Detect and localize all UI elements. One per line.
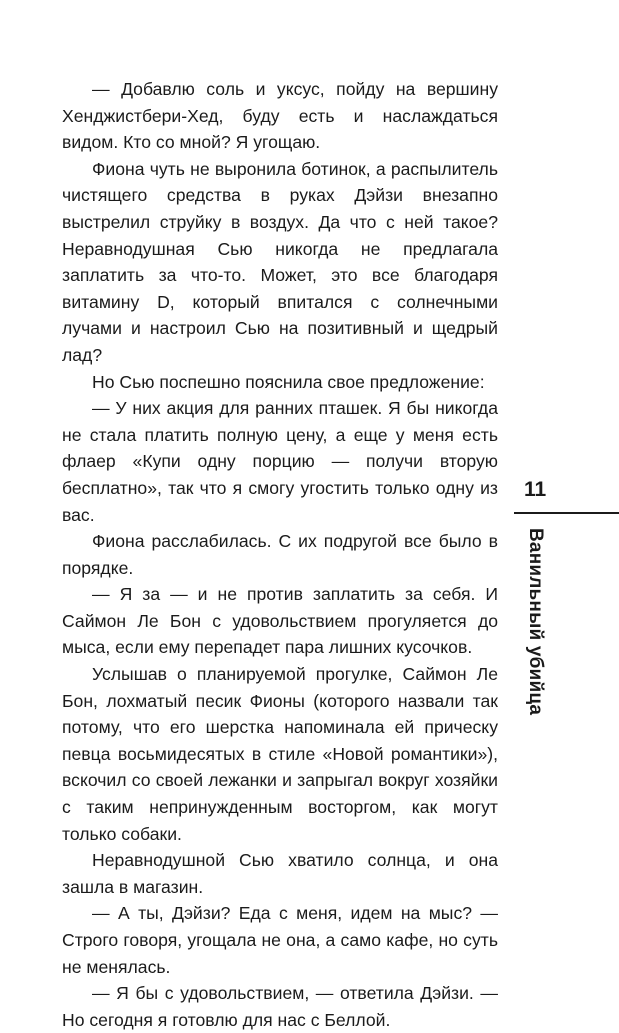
paragraph: Услышав о планируемой прогулке, Саймон Ле Бон, лохматый песик Фионы (которого назвали так потому, что его шерстка напоминала ей прическу певца восьмидесятых в стиле «Новой романтики»), вскочил со своей лежанки и запрыгал вокруг хозяйки с таким непринужденным восторгом, как могут только собаки.	[62, 664, 498, 844]
paragraph: Неравнодушной Сью хватило солнца, и она зашла в магазин.	[62, 850, 498, 897]
paragraph: — А ты, Дэйзи? Еда с меня, идем на мыс? — Строго говоря, угощала не она, а само кафе, но суть не менялась.	[62, 903, 498, 977]
paragraph: — У них акция для ранних пташек. Я бы никогда не стала платить полную цену, а еще у меня есть флаер «Купи одну порцию — получи вторую бесплатно», так что я смогу угостить только одну из вас.	[62, 398, 498, 525]
running-title: Ванильный убийца	[525, 528, 546, 716]
paragraph: — Я бы с удовольствием, — ответила Дэйзи. — Но сегодня я готовлю для нас с Беллой.	[62, 983, 498, 1030]
paragraph: Но Сью поспешно пояснила свое предложение:	[92, 371, 485, 392]
page-number: 11	[524, 478, 547, 501]
paragraph: — Добавлю соль и уксус, пойду на вершину Хенджистбери-Хед, буду есть и наслаждаться видом. Кто со мной? Я угощаю.	[62, 79, 498, 153]
margin-rule	[514, 512, 619, 514]
paragraph: Фиона расслабилась. С их подругой все было в порядке.	[62, 531, 498, 578]
paragraph: Фиона чуть не выронила ботинок, а распылитель чистящего средства в руках Дэйзи внезапно выстрелил струйку в воздух. Да что с ней такое? Неравнодушная Сью никогда не предлагала заплатить за что-то. Может, это все благодаря витамину D, который впитался с солнечными лучами и настроил Сью на позитивный и щедрый лад?	[62, 158, 498, 365]
paragraph: — Я за — и не против заплатить за себя. И Саймон Ле Бон с удовольствием прогуляется до мыса, если ему перепадет пара лишних кусочков.	[62, 584, 498, 658]
body-text	[62, 76, 498, 1033]
